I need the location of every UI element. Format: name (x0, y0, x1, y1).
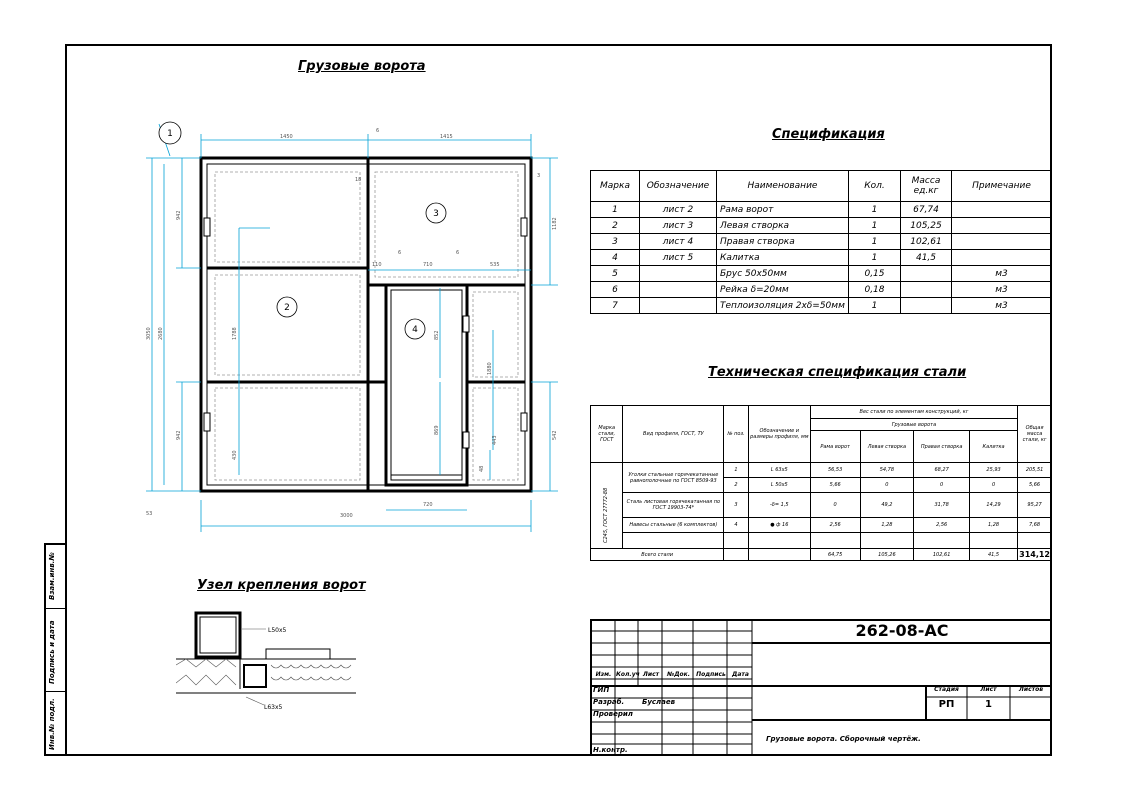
sheet-value: 1 (985, 699, 992, 710)
tech-cell: ● ф 16 (748, 518, 810, 533)
spec-title: Спецификация (772, 127, 885, 142)
tech-cell: 4 (724, 518, 749, 533)
stamp-author: Буслаев (642, 698, 676, 706)
spec-cell (901, 298, 952, 314)
dim-label: 443 (492, 435, 498, 445)
spec-row (591, 298, 1052, 314)
spec-cell: 0,15 (849, 266, 901, 282)
dim-label: 3050 (146, 327, 152, 340)
spec-cell: 0,18 (849, 282, 901, 298)
tech-title: Техническая спецификация стали (708, 365, 967, 380)
spec-cell: Калитка (717, 250, 849, 266)
node-drawing (176, 605, 356, 715)
tech-header: Рама ворот (810, 431, 860, 463)
stage-value: РП (938, 699, 955, 710)
spec-cell: лист 2 (640, 202, 717, 218)
dim-label: 942 (176, 430, 182, 440)
tech-total-cell: 102,61 (914, 549, 970, 561)
spec-cell: 67,74 (901, 202, 952, 218)
sheets-value (1010, 699, 1052, 710)
tech-total-cell: 41,5 (969, 549, 1017, 561)
spec-header: Обозначение (640, 171, 717, 202)
tech-steel-cell (591, 463, 623, 549)
side-strip-label: Инв.№ подл. (48, 698, 56, 750)
tech-header: Калитка (969, 431, 1017, 463)
tech-cell: 49,2 (860, 493, 914, 518)
tech-cell: 5,66 (1018, 478, 1052, 493)
spec-cell (901, 282, 952, 298)
tech-header: Грузовые ворота (810, 419, 1017, 431)
dim-label: 542 (552, 430, 558, 440)
stamp-col-head: Дата (732, 671, 749, 678)
spec-cell: Рейка δ=20мм (717, 282, 849, 298)
tech-header: Правая створка (914, 431, 970, 463)
spec-cell (952, 250, 1052, 266)
stamp-col-head: Подпись (696, 671, 726, 678)
tech-cell: 7,68 (1018, 518, 1052, 533)
stage-head: Листов (1018, 686, 1044, 693)
spec-cell: 3 (591, 234, 640, 250)
side-strip-label: Подпись и дата (48, 620, 56, 684)
tech-cell: 31,78 (914, 493, 970, 518)
tech-cell: 25,93 (969, 463, 1017, 478)
spec-row (591, 234, 1052, 250)
spec-cell: 1 (849, 234, 901, 250)
tech-total-cell: 64,75 (810, 549, 860, 561)
stage-head: Лист (980, 686, 997, 693)
tech-steel: С245, ГОСТ 27772-88 (603, 487, 609, 543)
tech-cell: 0 (810, 493, 860, 518)
spec-cell: 1 (849, 250, 901, 266)
dim-label: 48 (479, 465, 485, 472)
tech-cell: 2,56 (914, 518, 970, 533)
spec-cell: 105,25 (901, 218, 952, 234)
dim-label: 710 (423, 262, 433, 268)
dim-label: 6 (376, 128, 380, 134)
spec-cell: 1 (591, 202, 640, 218)
spec-cell (952, 218, 1052, 234)
tech-header: Левая створка (860, 431, 914, 463)
stage-head: Стадия (934, 686, 959, 693)
tech-header: Вид профиля, ГОСТ, ТУ (623, 406, 724, 463)
stamp-role: Проверил (593, 710, 633, 718)
spec-cell (640, 282, 717, 298)
dim-label: 2680 (158, 327, 164, 340)
spec-row (591, 266, 1052, 282)
spec-cell: лист 4 (640, 234, 717, 250)
stamp-role: ГИП (593, 686, 610, 694)
spec-cell: 1 (849, 202, 901, 218)
dim-label: 1415 (440, 134, 453, 140)
stamp-col-head: №Док. (666, 671, 691, 678)
gate-drawing (140, 120, 570, 535)
dim-label: 942 (176, 210, 182, 220)
tech-cell: 0 (860, 478, 914, 493)
dim-label: 3000 (340, 513, 353, 519)
node-label-top: L50x5 (268, 627, 287, 634)
spec-cell: м3 (952, 282, 1052, 298)
spec-table (590, 170, 1052, 314)
spec-cell (901, 266, 952, 282)
tech-row (591, 493, 1052, 518)
spec-cell: 102,61 (901, 234, 952, 250)
dim-label: 1880 (487, 362, 493, 375)
tech-total-cell: 105,26 (860, 549, 914, 561)
drawing-title: Грузовые ворота (298, 59, 426, 74)
tech-type: Уголки стальные горячекатанные равнополочные по ГОСТ 8509-93 (623, 463, 724, 493)
dim-label: 53 (146, 511, 153, 517)
tech-total-label: Всего стали (591, 549, 724, 561)
tech-cell: 5,66 (810, 478, 860, 493)
tech-row (591, 463, 1052, 478)
spec-header: Наименование (717, 171, 849, 202)
spec-cell: 7 (591, 298, 640, 314)
tech-cell: 95,27 (1018, 493, 1052, 518)
dim-label: 1450 (280, 134, 293, 140)
tech-total-row (591, 549, 1052, 561)
doc-code: 262-08-АС (855, 621, 949, 640)
stamp-role: Разраб. (593, 698, 625, 706)
tech-header: Общая масса стали, кг (1018, 406, 1052, 463)
tech-row (591, 518, 1052, 533)
spec-cell: 6 (591, 282, 640, 298)
spec-cell (640, 266, 717, 282)
spec-cell: лист 5 (640, 250, 717, 266)
spec-header: Масса ед.кг (901, 171, 952, 202)
tech-cell: 2 (724, 478, 749, 493)
spec-cell: м3 (952, 266, 1052, 282)
stamp-col-head: Кол.уч (616, 671, 640, 678)
tech-cell: 1 (724, 463, 749, 478)
dim-label: 852 (434, 330, 440, 340)
spec-row (591, 218, 1052, 234)
tech-header: Вес стали по элементам конструкций, кг (810, 406, 1017, 419)
tech-header: № поз. (724, 406, 749, 463)
tech-cell: 1,28 (969, 518, 1017, 533)
spec-cell (640, 298, 717, 314)
dim-label: 430 (232, 450, 238, 460)
spec-cell: 1 (849, 218, 901, 234)
doc-title: Грузовые ворота. Сборочный чертёж. (766, 735, 921, 743)
spec-cell: Брус 50х50мм (717, 266, 849, 282)
tech-type: Сталь листовая горячекатанная по ГОСТ 19903-74* (623, 493, 724, 518)
tech-grand-total: 314,12 (1019, 550, 1050, 559)
spec-header-row (591, 171, 1052, 202)
callout-1: 1 (167, 129, 173, 139)
tech-table (590, 405, 1052, 561)
callout-3: 3 (433, 209, 439, 219)
dim-label: 110 (372, 262, 382, 268)
node-title: Узел крепления ворот (197, 578, 366, 593)
tech-cell: 2,56 (810, 518, 860, 533)
spec-cell: м3 (952, 298, 1052, 314)
dim-label: 6 (398, 250, 402, 256)
dim-label: 6 (456, 250, 460, 256)
spec-cell: 2 (591, 218, 640, 234)
tech-cell: L 50х5 (748, 478, 810, 493)
callout-2: 2 (284, 303, 290, 313)
spec-row (591, 250, 1052, 266)
spec-cell (952, 234, 1052, 250)
dim-label: 869 (434, 425, 440, 435)
dim-label: 720 (423, 502, 433, 508)
stamp-col-head: Лист (642, 671, 660, 678)
dim-label: 3 (537, 173, 541, 179)
tech-cell: -δ= 1,5 (748, 493, 810, 518)
tech-header: Обозначение и размеры профиля, мм (748, 406, 810, 463)
spec-header: Кол. (849, 171, 901, 202)
tech-cell: 0 (914, 478, 970, 493)
spec-cell: 1 (849, 298, 901, 314)
spec-cell: Рама ворот (717, 202, 849, 218)
spec-row (591, 202, 1052, 218)
tech-type: Навесы стальные (6 комплектов) (623, 518, 724, 533)
callout-4: 4 (412, 325, 418, 335)
tech-cell: 14,29 (969, 493, 1017, 518)
tech-cell: 0 (969, 478, 1017, 493)
stamp-role: Н.контр. (593, 746, 628, 754)
dim-label: 1788 (232, 327, 238, 340)
spec-header: Марка (591, 171, 640, 202)
spec-cell: 41,5 (901, 250, 952, 266)
dim-label: 18 (355, 177, 362, 183)
tech-cell: L 63х5 (748, 463, 810, 478)
spec-cell (952, 202, 1052, 218)
spec-cell: Теплоизоляция 2хδ=50мм (717, 298, 849, 314)
tech-cell: 56,53 (810, 463, 860, 478)
spec-cell: Левая створка (717, 218, 849, 234)
spec-cell: лист 3 (640, 218, 717, 234)
spec-header: Примечание (952, 171, 1052, 202)
tech-header: Марка стали, ГОСТ (591, 406, 623, 463)
spec-cell: Правая створка (717, 234, 849, 250)
tech-cell: 3 (724, 493, 749, 518)
dim-label: 1182 (552, 217, 558, 230)
tech-cell: 1,28 (860, 518, 914, 533)
tech-cell: 54,78 (860, 463, 914, 478)
spec-cell: 5 (591, 266, 640, 282)
stamp-col-head: Изм. (595, 671, 612, 678)
tech-cell: 68,27 (914, 463, 970, 478)
spec-cell: 4 (591, 250, 640, 266)
node-label-bottom: L63x5 (264, 704, 283, 711)
spec-row (591, 282, 1052, 298)
tech-cell: 205,51 (1018, 463, 1052, 478)
dim-label: 535 (490, 262, 500, 268)
side-strip-label: Взам.инв.№ (48, 552, 56, 600)
